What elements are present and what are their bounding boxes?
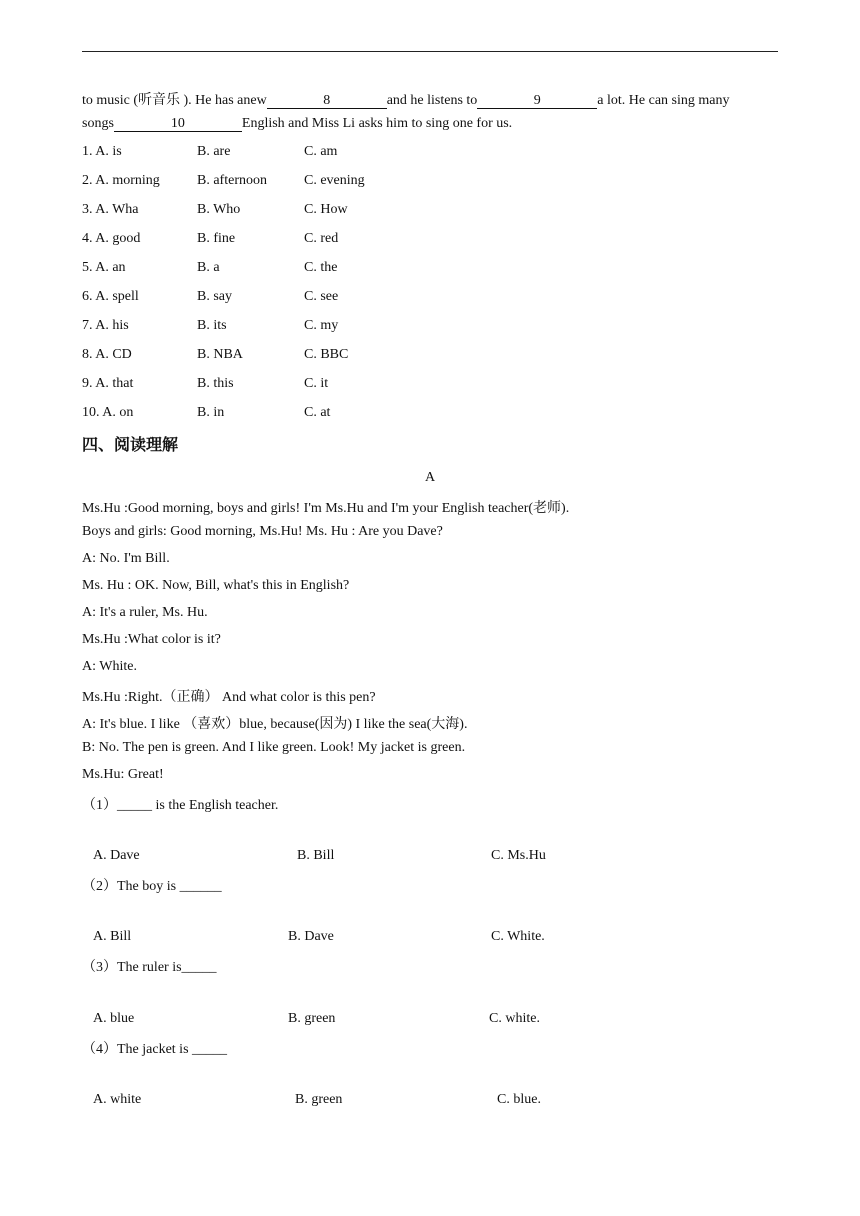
option-c: C. BBC — [304, 347, 349, 362]
passage-text: to music (听音乐 ). He has anew — [82, 93, 267, 108]
dialogue-line: A: It's blue. I like （喜欢）blue, because(因为) I like the sea(大海). — [82, 717, 468, 732]
option-c: C. am — [304, 144, 338, 159]
blank-10: 10 — [114, 116, 242, 132]
option-c: C. see — [304, 289, 339, 304]
option-c: C. red — [304, 231, 339, 246]
answer-b: B. green — [295, 1092, 343, 1107]
option-c: C. How — [304, 202, 348, 217]
answer-c: C. white. — [489, 1011, 540, 1026]
question-stem: （4）The jacket is _____ — [82, 1042, 228, 1057]
option-b: B. a — [197, 260, 220, 275]
option-a: 3. A. Wha — [82, 202, 139, 217]
dialogue-line: Ms.Hu :What color is it? — [82, 632, 221, 647]
option-c: C. my — [304, 318, 339, 333]
answer-a: A. Dave — [93, 848, 140, 863]
option-c: C. it — [304, 376, 329, 391]
answer-b: B. green — [288, 1011, 336, 1026]
answer-c: C. White. — [491, 929, 545, 944]
section-heading: 四、阅读理解 — [82, 435, 179, 454]
dialogue-line: Boys and girls: Good morning, Ms.Hu! Ms. Hu : Are you Dave? — [82, 524, 443, 539]
dialogue-line: A: No. I'm Bill. — [82, 551, 170, 566]
option-b: B. say — [197, 289, 232, 304]
option-a: 5. A. an — [82, 260, 126, 275]
passage-line-1 — [82, 89, 729, 109]
answer-a: A. blue — [93, 1011, 135, 1026]
option-b: B. this — [197, 376, 234, 391]
option-a: 8. A. CD — [82, 347, 132, 362]
header-rule — [82, 51, 778, 52]
option-b: B. NBA — [197, 347, 243, 362]
option-b: B. are — [197, 144, 231, 159]
option-b: B. its — [197, 318, 227, 333]
answer-a: A. Bill — [93, 929, 132, 944]
option-c: C. the — [304, 260, 338, 275]
option-a: 2. A. morning — [82, 173, 160, 188]
dialogue-line: A: It's a ruler, Ms. Hu. — [82, 605, 208, 620]
dialogue-line: B: No. The pen is green. And I like green. Look! My jacket is green. — [82, 740, 466, 755]
blank-8: 8 — [267, 93, 387, 109]
answer-a: A. white — [93, 1092, 142, 1107]
option-a: 1. A. is — [82, 144, 122, 159]
option-b: B. afternoon — [197, 173, 267, 188]
reading-label: A — [424, 470, 436, 485]
option-a: 7. A. his — [82, 318, 129, 333]
question-stem: （2）The boy is ______ — [82, 879, 222, 894]
answer-b: B. Bill — [297, 848, 335, 863]
answer-c: C. Ms.Hu — [491, 848, 546, 863]
answer-b: B. Dave — [288, 929, 334, 944]
option-a: 4. A. good — [82, 231, 141, 246]
answer-c: C. blue. — [497, 1092, 541, 1107]
option-b: B. fine — [197, 231, 236, 246]
passage-text: a lot. He can sing many — [597, 93, 730, 108]
option-c: C. at — [304, 405, 331, 420]
passage-text: songs — [82, 116, 114, 131]
dialogue-line: Ms.Hu: Great! — [82, 767, 164, 782]
option-b: B. in — [197, 405, 225, 420]
passage-text: English and Miss Li asks him to sing one for us. — [241, 116, 513, 131]
blank-9: 9 — [477, 93, 597, 109]
passage-text: and he listens to — [386, 93, 478, 108]
passage-line-2 — [82, 116, 512, 132]
option-b: B. Who — [197, 202, 241, 217]
option-a: 9. A. that — [82, 376, 134, 391]
dialogue-line: Ms. Hu : OK. Now, Bill, what's this in English? — [82, 578, 350, 593]
option-a: 10. A. on — [82, 405, 134, 420]
dialogue-line: Ms.Hu :Good morning, boys and girls! I'm Ms.Hu and I'm your English teacher(老师). — [82, 501, 570, 516]
dialogue-line: Ms.Hu :Right.（正确） And what color is this pen? — [82, 690, 376, 705]
option-c: C. evening — [304, 173, 365, 188]
question-stem: （3）The ruler is_____ — [82, 960, 217, 975]
dialogue-line: A: White. — [82, 659, 137, 674]
question-stem: （1）_____ is the English teacher. — [82, 798, 279, 813]
option-a: 6. A. spell — [82, 289, 139, 304]
